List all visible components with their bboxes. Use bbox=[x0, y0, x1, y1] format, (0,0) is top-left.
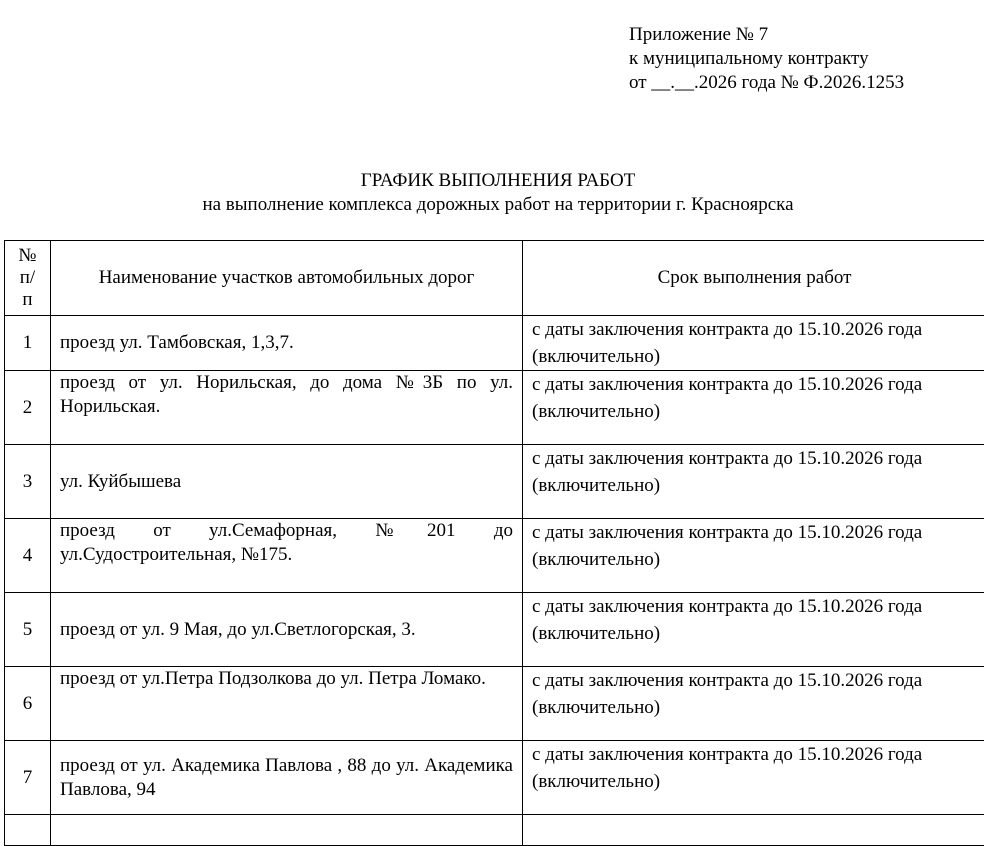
document-title bbox=[0, 169, 984, 217]
row-number: 7 bbox=[5, 741, 51, 815]
header-num bbox=[5, 241, 51, 316]
work-term: с даты заключения контракта до 15.10.2026 года (включительно) bbox=[523, 371, 984, 445]
road-name bbox=[51, 815, 523, 846]
row-number: 2 bbox=[5, 371, 51, 445]
work-term: с даты заключения контракта до 15.10.2026 года (включительно) bbox=[523, 593, 984, 667]
appendix-contract-date: от __.__.2026 года № Ф.2026.1253 bbox=[629, 71, 904, 95]
header-num-line: п/ bbox=[5, 267, 50, 289]
table-row bbox=[5, 445, 984, 519]
work-term: с даты заключения контракта до 15.10.2026 года (включительно) bbox=[523, 316, 984, 371]
table-row bbox=[5, 371, 984, 445]
header-num-line: п bbox=[5, 289, 50, 311]
appendix-contract-ref: к муниципальному контракту bbox=[629, 47, 904, 71]
table-row bbox=[5, 667, 984, 741]
work-term: с даты заключения контракта до 15.10.2026 года (включительно) bbox=[523, 519, 984, 593]
appendix-header bbox=[629, 23, 904, 95]
table-row bbox=[5, 593, 984, 667]
table-row bbox=[5, 741, 984, 815]
work-term bbox=[523, 815, 984, 846]
table-row bbox=[5, 815, 984, 846]
road-name: проезд от ул. 9 Мая, до ул.Светлогорская, 3. bbox=[51, 593, 523, 667]
road-name: проезд ул. Тамбовская, 1,3,7. bbox=[51, 316, 523, 371]
table-row bbox=[5, 519, 984, 593]
work-schedule-table bbox=[4, 240, 984, 846]
header-num-line: № bbox=[5, 245, 50, 267]
work-term: с даты заключения контракта до 15.10.2026 года (включительно) bbox=[523, 445, 984, 519]
row-number: 4 bbox=[5, 519, 51, 593]
road-name: проезд от ул. Норильская, до дома №3Б по ул. Норильская. bbox=[51, 371, 523, 445]
row-number: 6 bbox=[5, 667, 51, 741]
header-road-name: Наименование участков автомобильных дорог bbox=[51, 241, 523, 316]
road-name: проезд от ул.Семафорная, №201 до ул.Судостроительная, №175. bbox=[51, 519, 523, 593]
work-term: с даты заключения контракта до 15.10.2026 года (включительно) bbox=[523, 667, 984, 741]
road-name: проезд от ул. Академика Павлова , 88 до ул. Академика Павлова, 94 bbox=[51, 741, 523, 815]
work-term: с даты заключения контракта до 15.10.2026 года (включительно) bbox=[523, 741, 984, 815]
document-title-main: ГРАФИК ВЫПОЛНЕНИЯ РАБОТ bbox=[0, 169, 984, 193]
row-number: 3 bbox=[5, 445, 51, 519]
header-term: Срок выполнения работ bbox=[523, 241, 984, 316]
row-number bbox=[5, 815, 51, 846]
road-name: проезд от ул.Петра Подзолкова до ул. Петра Ломако. bbox=[51, 667, 523, 741]
road-name: ул. Куйбышева bbox=[51, 445, 523, 519]
appendix-number: Приложение № 7 bbox=[629, 23, 904, 47]
table-row bbox=[5, 316, 984, 371]
row-number: 1 bbox=[5, 316, 51, 371]
row-number: 5 bbox=[5, 593, 51, 667]
table-header-row bbox=[5, 241, 984, 316]
document-title-sub: на выполнение комплекса дорожных работ на территории г. Красноярска bbox=[0, 193, 984, 217]
